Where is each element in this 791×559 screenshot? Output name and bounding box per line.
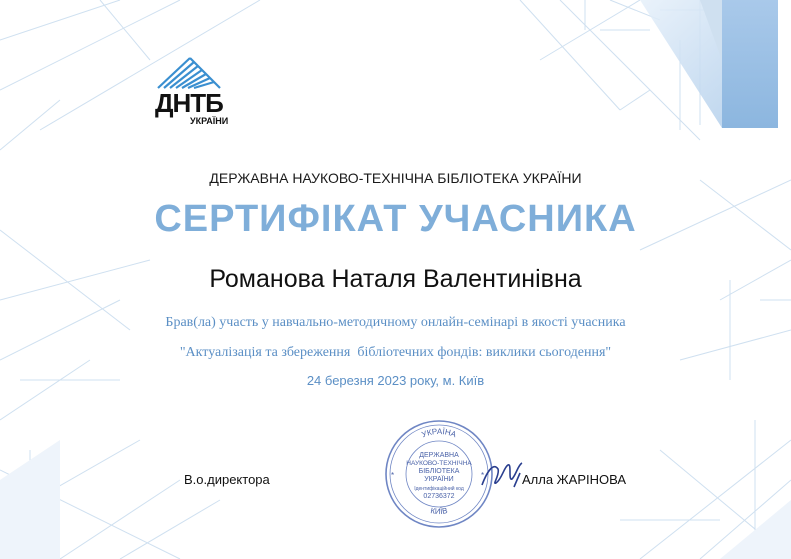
event-title: "Актуалізація та збереження бібліотечних фондів: виклики сьогодення" xyxy=(179,345,612,360)
stamp-line-1: ДЕРЖАВНА xyxy=(419,452,459,459)
svg-text:*: * xyxy=(481,471,485,480)
stamp-bottom-text: КИЇВ xyxy=(429,506,449,517)
svg-text:УКРАЇНА xyxy=(420,427,458,439)
event-date: 24 березня 2023 року, м. Київ xyxy=(306,373,485,388)
svg-text:*: * xyxy=(391,471,395,480)
stamp-top-text: УКРАЇНА xyxy=(420,426,458,440)
signature xyxy=(478,455,526,495)
participation-text: Брав(ла) участь у навчально-методичному онлайн-семінарі в якості учасника xyxy=(165,315,626,330)
signatory-role: В.о.директора xyxy=(184,472,270,487)
logo-text: ДНТБ xyxy=(155,88,223,118)
stamp-line-2: НАУКОВО-ТЕХНІЧНА xyxy=(406,460,472,467)
logo-subtext: УКРАЇНИ xyxy=(190,116,229,126)
stamp-id-code: 02736372 xyxy=(423,493,455,500)
recipient-name: Романова Наталя Валентинівна xyxy=(209,265,582,293)
stamp-line-3: БІБЛІОТЕКА xyxy=(418,468,460,475)
svg-text:КИЇВ xyxy=(430,506,449,516)
certificate-title: СЕРТИФІКАТ УЧАСНИКА xyxy=(154,198,637,240)
organization-name: ДЕРЖАВНА НАУКОВО-ТЕХНІЧНА БІБЛІОТЕКА УКРАЇНИ xyxy=(209,170,582,186)
signatory-name: Алла ЖАРІНОВА xyxy=(522,472,627,487)
stamp-line-4: УКРАЇНИ xyxy=(424,476,454,483)
stamp-id-label: Ідентифікаційний код xyxy=(414,486,464,492)
